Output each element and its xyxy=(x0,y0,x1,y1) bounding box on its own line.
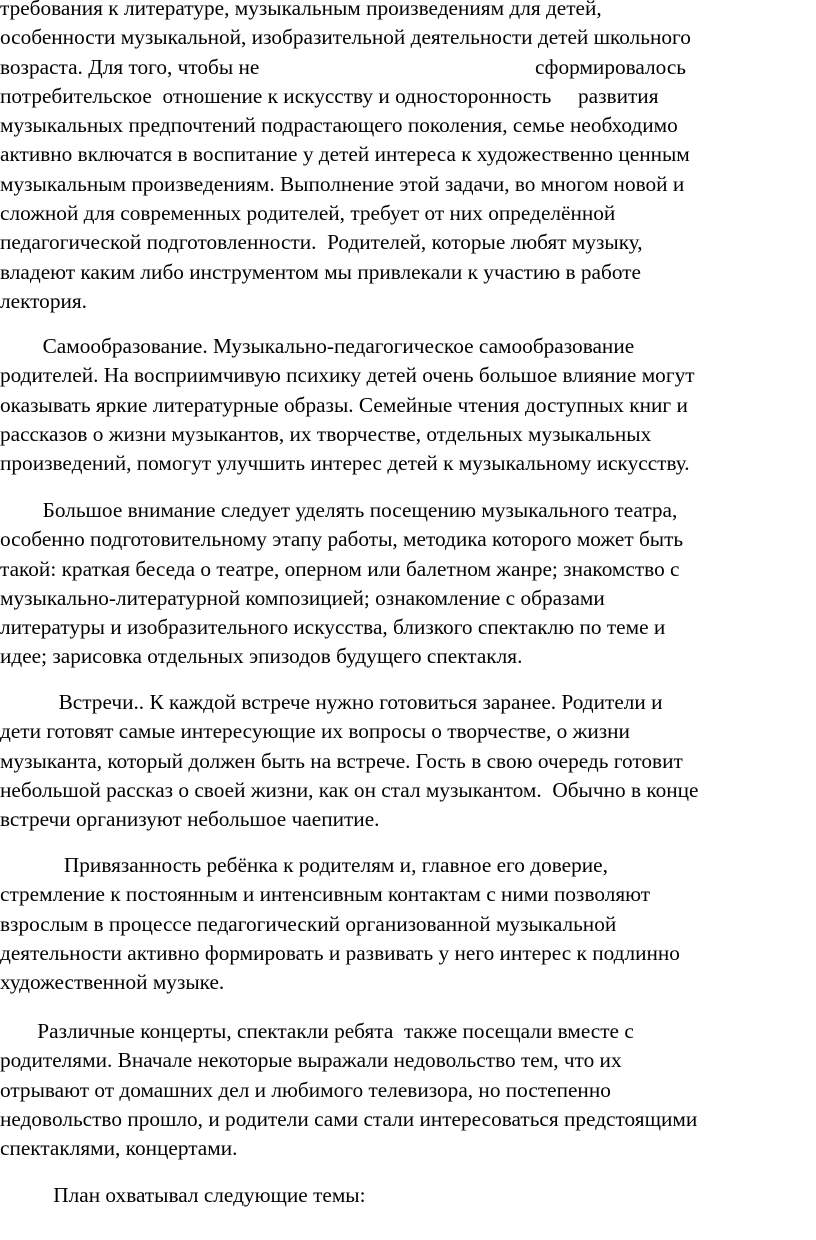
text-line: такой: краткая беседа о театре, оперном или балетном жанре; знакомство с xyxy=(0,556,680,581)
text-line: спектаклями, концертами. xyxy=(0,1136,238,1161)
text-line: оказывать яркие литературные образы. Семейные чтения доступных книг и xyxy=(0,392,688,417)
text-line: родителями. Вначале некоторые выражали недовольство тем, что их xyxy=(0,1048,622,1073)
text-line: отрывают от домашних дел и любимого телевизора, но постепенно xyxy=(0,1077,611,1102)
text-line: особенности музыкальной, изобразительной деятельности детей школьного xyxy=(0,25,691,50)
text-line: рассказов о жизни музыкантов, их творчестве, отдельных музыкальных xyxy=(0,421,652,446)
text-line: особенно подготовительному этапу работы, методика которого может быть xyxy=(0,527,684,552)
text-line: Встречи.. К каждой встрече нужно готовиться заранее. Родители и xyxy=(0,690,663,714)
text-line: активно включатся в воспитание у детей интереса к художественно ценным xyxy=(0,142,690,167)
text-line: деятельности активно формировать и развивать у него интерес к подлинно xyxy=(0,940,680,965)
text-line: Большое внимание следует уделять посещению музыкального театра, xyxy=(0,498,678,522)
text-line: музыкальным произведениям. Выполнение этой задачи, во многом новой и xyxy=(0,171,685,196)
text-line: недовольство прошло, и родители сами стали интересоваться предстоящими xyxy=(0,1106,698,1131)
paragraph-self-education xyxy=(0,332,816,478)
text-line: Самообразование. Музыкально-педагогическое самообразование xyxy=(0,334,635,358)
text-line-justified xyxy=(0,53,816,82)
paragraph-theatre-visits xyxy=(0,496,816,672)
text-line: художественной музыке. xyxy=(0,970,225,995)
paragraph-parents-involvement xyxy=(0,0,816,316)
paragraph-attachment xyxy=(0,851,816,997)
text-line: литературы и изобразительного искусства, близкого спектаклю по теме и xyxy=(0,615,666,640)
text-line: требования к литературе, музыкальным произведениям для детей, xyxy=(0,0,602,20)
text-line: сложной для современных родителей, требует от них определённой xyxy=(0,201,616,226)
text-line: стремление к постоянным и интенсивным контактам с ними позволяют xyxy=(0,882,651,907)
text-line: музыкально-литературной композицией; ознакомление с образами xyxy=(0,585,605,610)
text-line-right-part: сформировалось xyxy=(534,54,686,79)
paragraph-meetings xyxy=(0,688,816,834)
text-line: Различные концерты, спектакли ребята также посещали вместе с xyxy=(0,1019,634,1043)
text-line: родителей. На восприимчивую психику детей очень большое влияние могут xyxy=(0,363,695,388)
text-line: музыканта, который должен быть на встрече. Гость в свою очередь готовит xyxy=(0,748,683,773)
text-line: взрослым в процессе педагогический организованной музыкальной xyxy=(0,911,617,936)
text-line: лектория. xyxy=(0,288,87,313)
text-line-left-part: возраста. Для того, чтобы не xyxy=(0,54,260,79)
text-line: встречи организуют небольшое чаепитие. xyxy=(0,807,380,832)
text-line: небольшой рассказ о своей жизни, как он стал музыкантом. Обычно в конце xyxy=(0,777,699,802)
paragraph-concerts xyxy=(0,1017,816,1163)
text-line: произведений, помогут улучшить интерес детей к музыкальному искусству. xyxy=(0,451,690,476)
text-line: Привязанность ребёнка к родителям и, главное его доверие, xyxy=(0,853,608,877)
text-line: музыкальных предпочтений подрастающего поколения, семье необходимо xyxy=(0,113,678,138)
text-line: педагогической подготовленности. Родителей, которые любят музыку, xyxy=(0,230,643,255)
text-line: План охватывал следующие темы: xyxy=(0,1183,366,1207)
paragraph-plan xyxy=(0,1181,816,1210)
text-line: потребительское отношение к искусству и односторонность развития xyxy=(0,83,659,108)
text-line: идее; зарисовка отдельных эпизодов будущего спектакля. xyxy=(0,644,523,669)
text-line: владеют каким либо инструментом мы привлекали к участию в работе xyxy=(0,259,641,284)
text-line: дети готовят самые интересующие их вопросы о творчестве, о жизни xyxy=(0,719,630,744)
